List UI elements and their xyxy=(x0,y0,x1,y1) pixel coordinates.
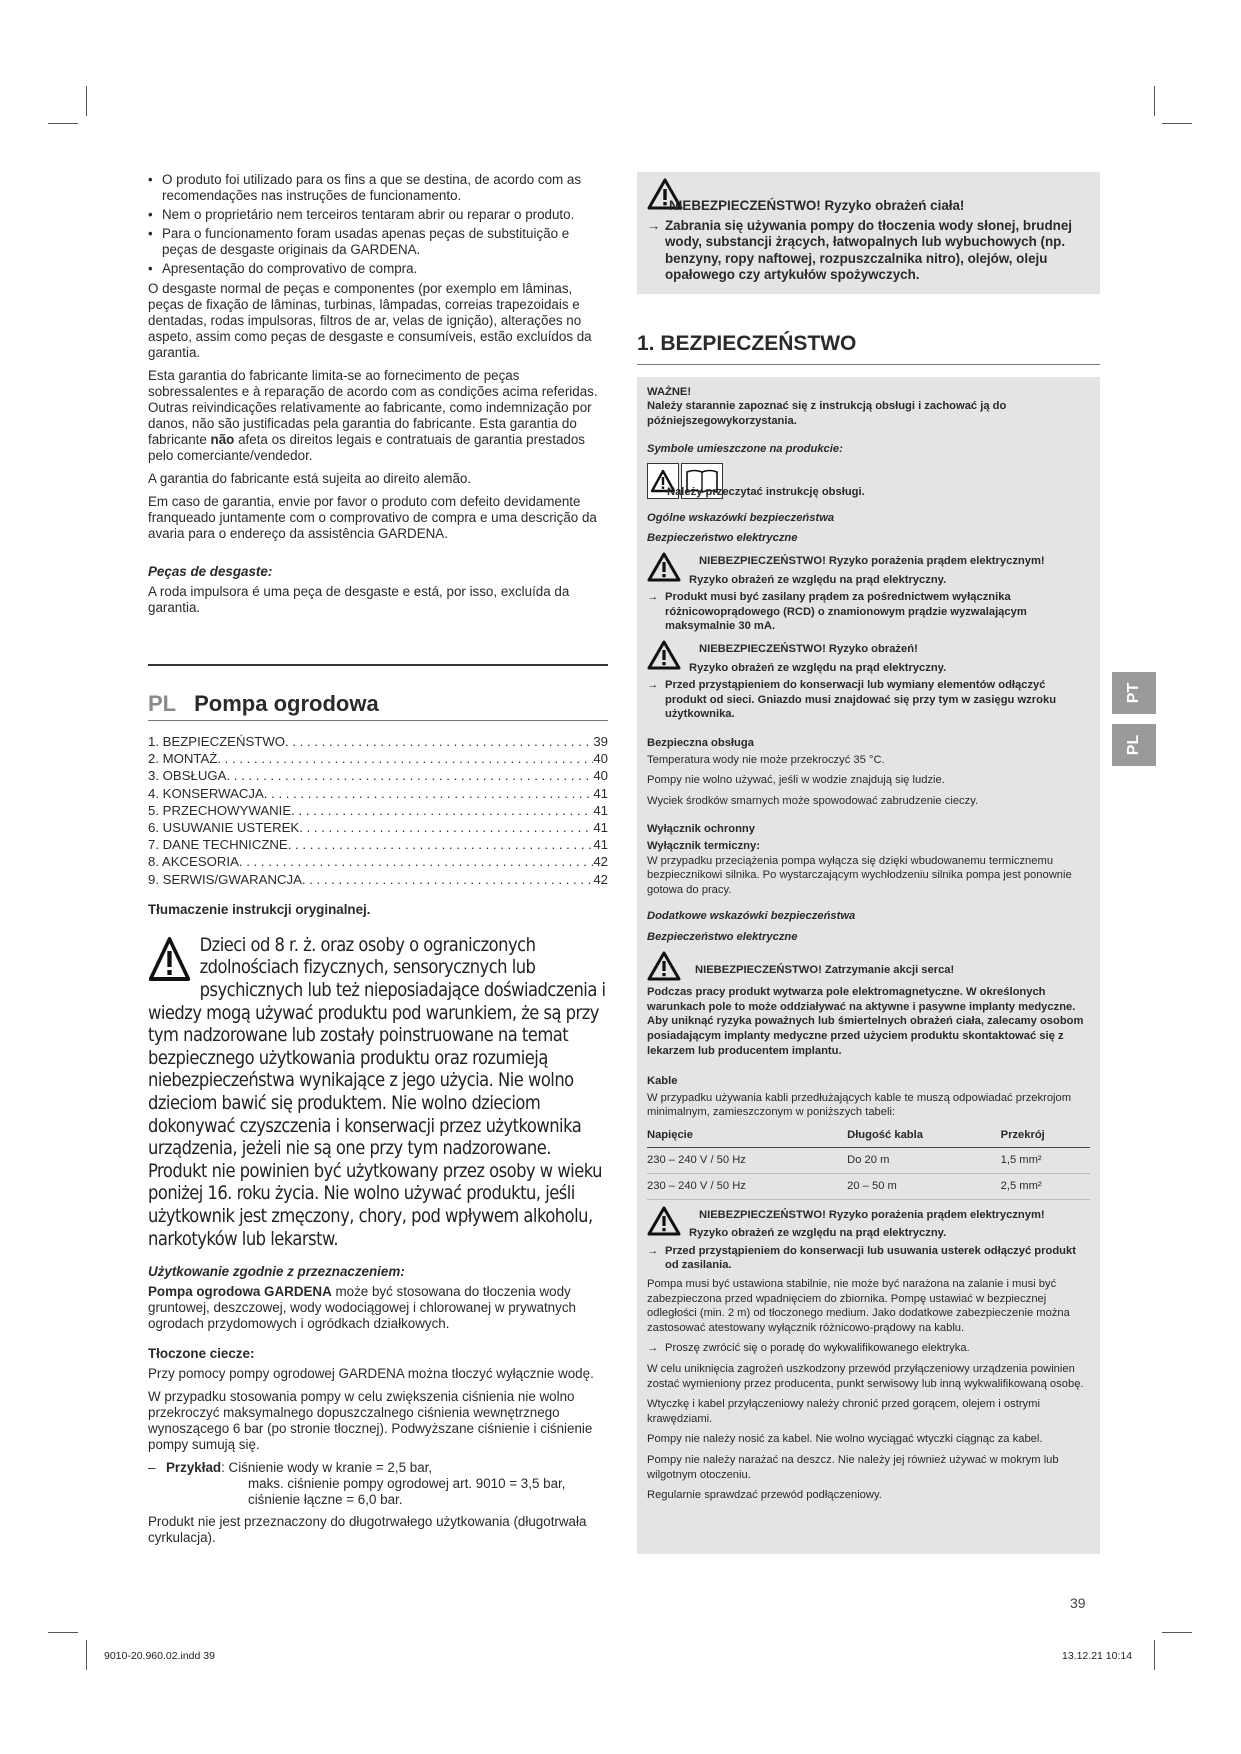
crop-mark xyxy=(48,123,78,124)
language-tab-pt[interactable]: PT xyxy=(1112,672,1156,714)
section-divider xyxy=(148,664,608,666)
crop-mark xyxy=(1154,86,1155,116)
toc-item: 1. BEZPIECZEŃSTWO . . . 39 xyxy=(148,733,608,750)
liquids-text-2: W przypadku stosowania pompy w celu zwiększenia ciśnienia nie wolno przekroczyć maksymalnego dopuszczalnego ciśnienia wewnętrznego wynoszącego 6 bar (po stronie tłocznej). Podwyższane ciśnienie i ciśnienie pompy sumują się. xyxy=(148,1389,593,1453)
toc-item: 8. AKCESORIA . . . 42 xyxy=(148,853,608,870)
warning-triangle-icon xyxy=(647,1206,681,1241)
general-safety-title: Ogólne wskazówki bezpieczeństwa xyxy=(647,511,835,524)
cables-title: Kable xyxy=(647,1075,678,1088)
important-text: Należy starannie zapoznać się z instrukcją obsługi i zachować ją do późniejszegowykorzystania. xyxy=(647,400,1007,427)
cables-text: W przypadku używania kabli przedłużających kable te muszą odpowiadać przekrojom minimalnym, zamieszczonym w poniższych tabeli: xyxy=(647,1091,1072,1119)
page-number: 39 xyxy=(1070,1595,1086,1611)
safe-use-title: Bezpieczna obsługa xyxy=(647,737,754,749)
thermal-switch-text: W przypadku przeciążenia pompa wyłącza się dzięki wbudowanemu termicznemu bezpiecznikowi silnika. Po wystarczającym wychłodzeniu silnika pompa jest ponownie gotowa do pracy. xyxy=(647,854,1072,896)
wear-parts-title: Peças de desgaste: xyxy=(148,564,273,579)
safe-use-text: Temperatura wody nie może przekroczyć 35 °C. xyxy=(647,753,885,766)
table-row: 230 – 240 V / 50 Hz 20 – 50 m 2,5 mm² xyxy=(647,1174,1090,1200)
toc-item: 7. DANE TECHNICZNE . . . 41 xyxy=(148,836,608,853)
crop-mark xyxy=(1162,1632,1192,1633)
safety-section-title: 1. BEZPIECZEŃSTWO xyxy=(637,332,1100,365)
pressure-example: – Przykład: Ciśnienie wody w kranie = 2,5 bar, maks. ciśnienie pompy ogrodowej art. 9010 = 3,5 bar, ciśnienie łączne = 6,0 bar. xyxy=(148,1460,566,1508)
top-danger-box xyxy=(637,172,1100,294)
safety-box xyxy=(637,377,1100,1554)
wear-exclusion-paragraph: O desgaste normal de peças e componentes (por exemplo em lâminas, peças de fixação de lâminas, turbinas, lâmpadas, correias trapezoidais e dentadas, rodas impulsoras, filtros de ar, velas de ignição), alterações no aspeto, assim como peças de desgaste e consumíveis, estão excluídos da garantia. xyxy=(148,281,592,360)
toc-item: 2. MONTAŻ . . . 40 xyxy=(148,750,608,767)
liquids-title: Tłoczone ciecze: xyxy=(148,1346,255,1362)
warning-triangle-icon xyxy=(647,640,681,675)
translation-note: Tłumaczenie instrukcji oryginalnej. xyxy=(148,901,371,917)
footer-timestamp: 13.12.21 10:14 xyxy=(1062,1650,1133,1662)
toc-item: 5. PRZECHOWYWANIE . . . 41 xyxy=(148,802,608,819)
toc-item: 4. KONSERWACJA . . . 41 xyxy=(148,785,608,802)
warranty-limit-paragraph: Esta garantia do fabricante limita-se ao fornecimento de peças sobressalentes e à reparação de acordo com as condições acima referidas. Outras reivindicações relativamente ao fabricante, como indemnização por danos, não são justificadas pela garantia do fabricante. Esta garantia do fabricante não afeta os direitos legais e contratuais de garantia prestados pelo comerciante/vendedor. xyxy=(148,368,598,463)
liquids-text-1: Przy pomocy pompy ogrodowej GARDENA można tłoczyć wyłącznie wodę. xyxy=(148,1366,594,1382)
electrician-advice: → Proszę zwrócić się o poradę do wykwalifikowanego elektryka. xyxy=(647,1342,970,1355)
crop-mark xyxy=(1154,1640,1155,1670)
wear-parts-text: A roda impulsora é uma peça de desgaste e está, por isso, excluída da garantia. xyxy=(148,584,570,615)
toc-item: 6. USUWANIE USTEREK . . . 41 xyxy=(148,819,608,836)
warning-triangle-icon xyxy=(647,951,681,986)
footer-filename: 9010-20.960.02.indd 39 xyxy=(104,1650,215,1662)
table-of-contents xyxy=(148,733,608,888)
warning-triangle-icon xyxy=(148,936,191,988)
danger-warning-injury: NIEBEZPIECZEŃSTWO! Ryzyko obrażeń! Ryzyko obrażeń ze względu na prąd elektryczny. → Przed przystąpieniem do konserwacji lub wymiany elementów odłączyć produkt od sieci. Gniazdo musi znajdować się przy tym w zasięgu wzroku użytkownika. xyxy=(647,642,1090,722)
pl-section-title: PL Pompa ogrodowa xyxy=(148,696,608,721)
warranty-conditions-list xyxy=(148,172,608,277)
crop-mark xyxy=(1162,123,1192,124)
top-warning-title: NIEBEZPIECZEŃSTWO! Ryzyko obrażeń ciała! xyxy=(669,198,965,213)
crop-mark xyxy=(86,86,87,116)
toc-item: 3. OBSŁUGA . . . 40 xyxy=(148,767,608,784)
warning-triangle-icon xyxy=(647,552,681,587)
danger-warning-electric-2: NIEBEZPIECZEŃSTWO! Ryzyko porażenia prądem elektrycznym! Ryzyko obrażeń ze względu na prąd elektryczny. → Przed przystąpieniem do konserwacji lub usuwania usterek odłączyć produkt od zasilania. xyxy=(647,1208,1090,1273)
important-label: WAŻNE! xyxy=(647,385,692,398)
rain-text: Pompy nie należy narażać na deszcz. Nie należy jej również używać w mokrym lub wilgotnym otoczeniu. xyxy=(647,1453,1059,1481)
top-warning-item: → Zabrania się używania pompy do tłoczenia wody słonej, brudnej wody, substancji żrących, łatwopalnych lub wybuchowych (np. benzyny, ropy naftowej, rozpuszczalnika nitro), olejów, oleju opałowego czy artykułów spożywczych. xyxy=(647,217,1073,282)
warranty-claim-paragraph: Em caso de garantia, envie por favor o produto com defeito devidamente franqueado juntamente com o comprovativo de compra e uma descrição da avaria para o endereço da assistência GARDENA. xyxy=(148,494,597,541)
crop-mark xyxy=(86,1640,87,1670)
long-use-note: Produkt nie jest przeznaczony do długotrwałego użytkowania (długotrwała cyrkulacja). xyxy=(148,1514,587,1546)
left-column xyxy=(148,172,608,1553)
danger-warning-electric: NIEBEZPIECZEŃSTWO! Ryzyko porażenia prądem elektrycznym! Ryzyko obrażeń ze względu na prąd elektryczny. → Produkt musi być zasilany prądem za pośrednictwem wyłącznika różnicowoprądowego (RCD) o znamionowym prądzie wyzwalającym maksymalnie 30 mA. xyxy=(647,554,1090,634)
danger-warning-heart: NIEBEZPIECZEŃSTWO! Zatrzymanie akcji serca! Podczas pracy produkt wytwarza pole elektromagnetyczne. W określonych warunkach pole to może oddziaływać na aktywne i pasywne implanty medyczne. Aby uniknąć ryzyka poważnych lub śmiertelnych obrażeń ciała, zalecamy osobom posiadającym implanty medyczne przed użyciem produktu skontaktować się z lekarzem lub producentem implantu. xyxy=(647,953,1090,1059)
damaged-cable-text: W celu uniknięcia zagrożeń uszkodzony przewód przyłączeniowy urządzenia powinien zostać wymieniony przez producenta, punkt serwisowy lub inną wykwalifikowaną osobę. xyxy=(647,1363,1084,1390)
right-column xyxy=(637,172,1100,1554)
list-item: • Apresentação do comprovativo de compra. xyxy=(148,261,608,277)
safe-use-text: Wyciek środków smarnych może spowodować zabrudzenie cieczy. xyxy=(647,794,979,807)
check-cable-text: Regularnie sprawdzać przewód podłączeniowy. xyxy=(647,1489,882,1502)
symbols-text: Należy przeczytać instrukcję obsługi. xyxy=(667,486,865,499)
toc-item: 9. SERWIS/GWARANCJA . . . 42 xyxy=(148,871,608,888)
german-law-paragraph: A garantia do fabricante está sujeita ao direito alemão. xyxy=(148,471,472,486)
table-header-row: Napięcie Długość kabla Przekrój xyxy=(647,1126,1090,1148)
electric-safety-title: Bezpieczeństwo elektryczne xyxy=(647,532,798,545)
list-item: • Para o funcionamento foram usadas apenas peças de substituição e peças de desgaste originais da GARDENA. xyxy=(148,226,608,258)
list-item: • O produto foi utilizado para os fins a que se destina, de acordo com as recomendações nas instruções de funcionamento. xyxy=(148,172,608,204)
cable-table xyxy=(647,1126,1090,1200)
protect-cable-text: Wtyczkę i kabel przyłączeniowy należy chronić przed gorącem, olejem i ostrymi krawędziami. xyxy=(647,1398,1040,1425)
carry-pump-text: Pompy nie należy nosić za kabel. Nie wolno wyciągać wtyczki ciągnąc za kabel. xyxy=(647,1433,1043,1446)
pump-placement-text: Pompa musi być ustawiona stabilnie, nie może być narażona na zalanie i musi być zabezpieczona przed wpadnięciem do zbiornika. Pompę ustawiać w bezpiecznej odległości (min. 2 m) od tłoczonego medium. Jako dodatkowe zabezpieczenie można zastosować atestowany wyłącznik różnicowo-prądowy na kablu. xyxy=(647,1278,1070,1334)
intended-use-text: Pompa ogrodowa GARDENA może być stosowana do tłoczenia wody gruntowej, deszczowej, wody wodociągowej i chlorowanej w prywatnych ogrodach przydomowych i ogródkach działkowych. xyxy=(148,1284,576,1332)
additional-safety-title: Dodatkowe wskazówki bezpieczeństwa xyxy=(647,910,856,923)
crop-mark xyxy=(48,1632,78,1633)
safe-use-text: Pompy nie wolno używać, jeśli w wodzie znajdują się ludzie. xyxy=(647,774,945,787)
symbols-title: Symbole umieszczone na produkcie: xyxy=(647,443,843,456)
children-warning: Dzieci od 8 r. ż. oraz osoby o ograniczonych zdolnościach fizycznych, sensorycznych lub psychicznych lub też nieposiadające doświadczenia i wiedzy mogą używać produktu pod warunkiem, że są przy tym nadzorowane lub zostały poinstruowane na temat bezpiecznego użytkowania produktu oraz rozumieją niebezpieczeństwa wynikające z jego użycia. Nie wolno dzieciom bawić się produktem. Nie wolno dzieciom dokonywać czyszczenia i konserwacji przez użytkownika urządzenia, jeżeli nie są one przy tym nadzorowane. Produkt nie powinien być użytkowany przez osoby w wieku poniżej 16. roku życia. Nie wolno używać produktu, jeśli użytkownik jest zmęczony, chory, pod wpływem alkoholu, narkotyków lub lekarstw. xyxy=(148,933,606,1250)
electric-safety-title-2: Bezpieczeństwo elektryczne xyxy=(647,930,798,943)
intended-use-title: Użytkowanie zgodnie z przeznaczeniem: xyxy=(148,1264,405,1280)
table-row: 230 – 240 V / 50 Hz Do 20 m 1,5 mm² xyxy=(647,1148,1090,1174)
list-item: • Nem o proprietário nem terceiros tentaram abrir ou reparar o produto. xyxy=(148,207,608,223)
symbols-row xyxy=(647,463,1090,499)
thermal-switch-title: Wyłącznik termiczny: xyxy=(647,839,760,852)
language-tab-pl[interactable]: PL xyxy=(1112,724,1156,766)
protective-switch-title: Wyłącznik ochronny xyxy=(647,823,755,836)
